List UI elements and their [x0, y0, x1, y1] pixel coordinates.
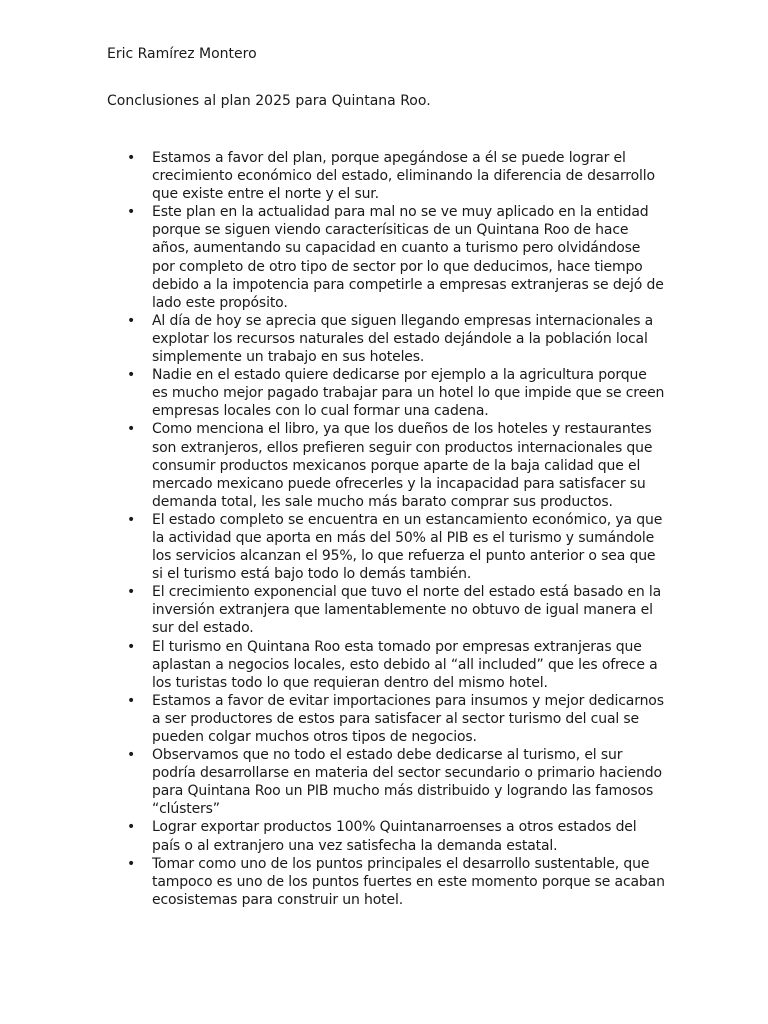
list-item — [127, 420, 665, 510]
bullet-icon: • — [127, 819, 136, 836]
list-item-text: El crecimiento exponencial que tuvo el norte del estado está basado en la inversión extranjera que lamentablemente no obtuvo de igual manera el sur del estado. — [152, 584, 662, 637]
document-title: Conclusiones al plan 2025 para Quintana Roo. — [107, 93, 431, 109]
list-item-text: Estamos a favor del plan, porque apegándose a él se puede lograr el crecimiento económico del estado, eliminando la diferencia de desarrollo que existe entre el norte y el sur. — [152, 150, 655, 203]
list-item — [127, 511, 665, 583]
list-item-text: Estamos a favor de evitar importaciones para insumos y mejor dedicarnos a ser productores de estos para satisfacer al sector turismo del cual se pueden colgar muchos otros tipos de negocios. — [152, 692, 664, 745]
bullet-icon: • — [127, 367, 136, 384]
bullet-icon: • — [127, 692, 136, 709]
list-item — [127, 818, 665, 854]
list-item — [127, 312, 665, 366]
list-item-text: El turismo en Quintana Roo esta tomado por empresas extranjeras que aplastan a negocios locales, esto debido al “all included” que les ofrece a los turistas todo lo que requieran dentro del mismo hotel. — [152, 638, 658, 691]
author-name: Eric Ramírez Montero — [107, 46, 257, 62]
list-item-text: Tomar como uno de los puntos principales el desarrollo sustentable, que tampoco es uno de los puntos fuertes en este momento porque se acaban ecosistemas para construir un hotel. — [152, 855, 665, 908]
list-item — [127, 203, 665, 312]
list-item — [127, 366, 665, 420]
list-item-text: Nadie en el estado quiere dedicarse por ejemplo a la agricultura porque es mucho mejor pagado trabajar para un hotel lo que impide que se creen empresas locales con lo cual formar una cadena. — [152, 367, 665, 420]
list-item-text: Este plan en la actualidad para mal no se ve muy aplicado en la entidad porque se siguen viendo caracterísiticas de un Quintana Roo de hace años, aumentando su capacidad en cuanto a turismo pero olvidándose por completo de otro tipo de sector por lo que deducimos, hace tiempo debido a la impotencia para competirle a empresas extranjeras se dejó de lado este propósito. — [152, 204, 664, 311]
list-item — [127, 746, 665, 818]
bullet-icon: • — [127, 204, 136, 221]
list-item-text: Lograr exportar productos 100% Quintanarroenses a otros estados del país o al extranjero una vez satisfecha la demanda estatal. — [152, 819, 637, 854]
bullet-icon: • — [127, 855, 136, 872]
bullet-icon: • — [127, 638, 136, 655]
list-item — [127, 149, 665, 203]
bullet-icon: • — [127, 747, 136, 764]
list-item-text: Al día de hoy se aprecia que siguen llegando empresas internacionales a explotar los recursos naturales del estado dejándole a la población local simplemente un trabajo en sus hoteles. — [152, 312, 654, 366]
list-item-text: El estado completo se encuentra en un estancamiento económico, ya que la actividad que aporta en más del 50% al PIB es el turismo y sumándole los servicios alcanzan el 95%, lo que refuerza el punto anterior o sea que si el turismo está bajo todo lo demás también. — [152, 511, 663, 583]
bullet-icon: • — [127, 312, 136, 329]
list-item — [127, 692, 665, 746]
list-item-text: Observamos que no todo el estado debe dedicarse al turismo, el sur podría desarrollarse en materia del sector secundario o primario haciendo para Quintana Roo un PIB mucho más distribuido y logrando las famosos “clústers” — [152, 747, 662, 818]
conclusions-list — [127, 149, 665, 909]
bullet-icon: • — [127, 421, 136, 438]
bullet-icon: • — [127, 584, 136, 601]
bullet-icon: • — [127, 511, 136, 528]
list-item — [127, 583, 665, 637]
list-item-text: Como menciona el libro, ya que los dueños de los hoteles y restaurantes son extranjeros, ellos prefieren seguir con productos internacionales que consumir productos mexicanos porque aparte de la baja calidad que el mercado mexicano puede ofrecerles y la incapacidad para satisfacer su demanda total, les sale mucho más barato comprar sus productos. — [152, 421, 653, 510]
bullet-icon: • — [127, 150, 136, 166]
list-item — [127, 638, 665, 692]
list-item — [127, 855, 665, 909]
